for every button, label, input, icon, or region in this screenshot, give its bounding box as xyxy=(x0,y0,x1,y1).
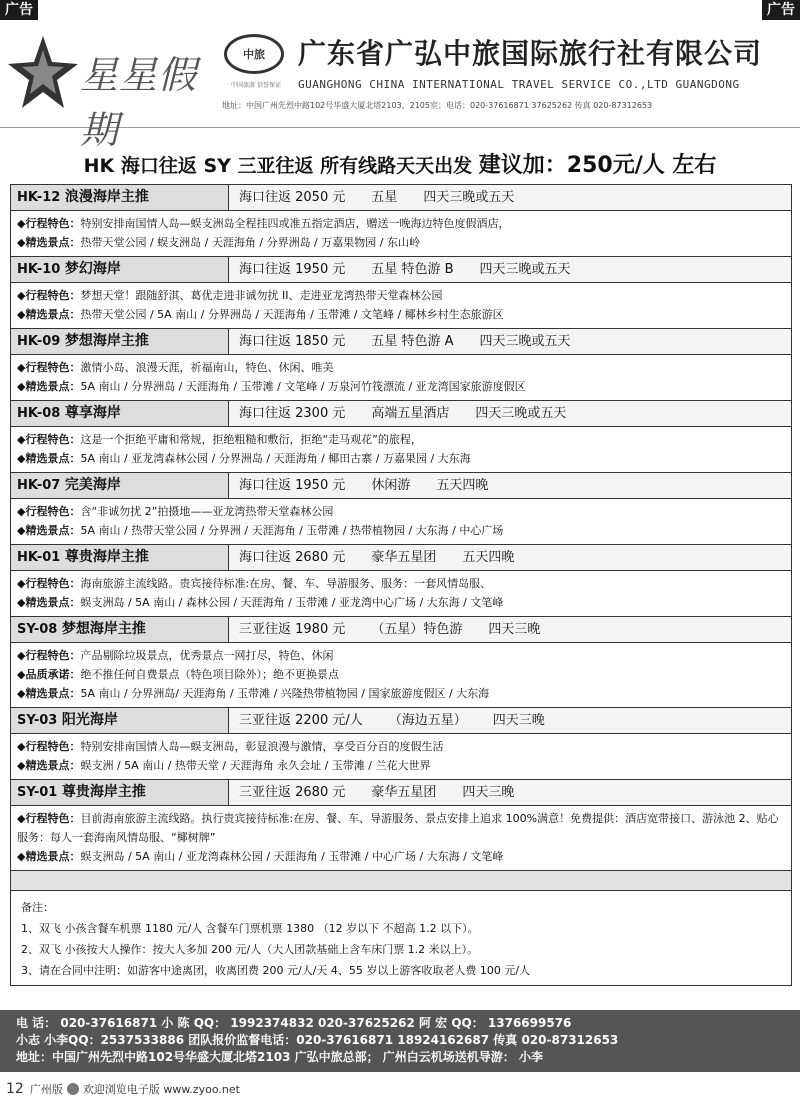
route-details xyxy=(229,708,791,733)
route-header[interactable] xyxy=(11,257,791,283)
brand-name: 星星假期 xyxy=(80,53,198,152)
line-text: 绝不推任何自费景点（特色项目除外）；绝不更换景点 xyxy=(80,668,339,681)
route-body xyxy=(11,571,791,617)
route-name: 梦想海岸主推 xyxy=(61,621,146,637)
route-header[interactable] xyxy=(11,329,791,355)
route-body xyxy=(11,806,791,871)
notes-title: 备注： xyxy=(21,901,54,914)
route-duration: 四天三晚 xyxy=(462,785,515,800)
line-label: ◆精选景点： xyxy=(17,524,81,537)
route-details xyxy=(229,329,791,354)
headline xyxy=(0,148,800,179)
line-text: 蜈支洲岛 / 5A 南山 / 亚龙湾森林公园 / 天涯海角 / 玉带滩 / 中心广场 / 大东海 / 文笔峰 xyxy=(80,850,504,863)
route-title xyxy=(11,257,229,282)
route-title xyxy=(11,545,229,570)
route-duration: 五天四晚 xyxy=(436,478,489,493)
headline-main: HK 海口往返 SY 三亚往返 所有线路天天出发 xyxy=(83,155,479,177)
route-name: 梦幻海岸 xyxy=(64,261,121,277)
edition-label: 广州版 xyxy=(29,1083,63,1096)
line-label: ◆行程特色： xyxy=(17,649,81,662)
route-duration: 四天三晚或五天 xyxy=(423,190,515,205)
line-text: 蜈支洲 / 5A 南山 / 热带天堂 / 天涯海角 永久会址 / 玉带滩 / 兰花大世界 xyxy=(80,759,431,772)
route-price: 三亚往返 2200 元/人 xyxy=(239,713,363,728)
line-text: 激情小岛、浪漫天涯，祈福南山，特色、休闲、唯美 xyxy=(80,361,334,374)
route-grade: 五星 特色游 A xyxy=(371,334,454,349)
route-grade: （海边五星） xyxy=(388,713,467,728)
line-text: 含“非诚勿扰 2”拍摄地——亚龙湾热带天堂森林公园 xyxy=(80,505,334,518)
contact-line: 地址：中国广州先烈中路102号华盛大厦北塔2103 广弘中旅总部； 广州白云机场送机导游： 小李 xyxy=(16,1050,543,1064)
page-header xyxy=(0,20,800,152)
route-grade: 五星 xyxy=(371,190,398,205)
route-line xyxy=(17,286,785,305)
note-item: 3、请在合同中注明：如游客中途离团，收离团费 200 元/人/天 4、55 岁以上游客收取老人费 100 元/人 xyxy=(21,964,531,977)
route-duration: 四天三晚或五天 xyxy=(479,262,571,277)
route-details xyxy=(229,473,791,498)
route-body xyxy=(11,427,791,473)
route-body xyxy=(11,734,791,780)
route-details xyxy=(229,401,791,426)
route-line xyxy=(17,684,785,703)
route-line xyxy=(17,593,785,612)
route-body xyxy=(11,283,791,329)
route-price: 海口往返 1850 元 xyxy=(239,334,346,349)
route-details xyxy=(229,257,791,282)
line-text: 这是一个拒绝平庸和常规，拒绝粗糙和敷衍，拒绝“走马观花”的旅程， xyxy=(80,433,422,446)
route-duration: 四天三晚或五天 xyxy=(479,334,571,349)
route-header[interactable] xyxy=(11,185,791,211)
route-name: 尊享海岸 xyxy=(64,405,121,421)
route-details xyxy=(229,617,791,642)
route-title xyxy=(11,708,229,733)
route-title xyxy=(11,329,229,354)
route-table xyxy=(10,184,792,986)
route-line xyxy=(17,502,785,521)
route-header[interactable] xyxy=(11,545,791,571)
company-name-cn: 广东省广弘中旅国际旅行社有限公司 xyxy=(298,37,763,70)
line-label: ◆精选景点： xyxy=(17,596,81,609)
route-body xyxy=(11,355,791,401)
route-header[interactable] xyxy=(11,780,791,806)
contact-line: 小志 小李QQ：2537533886 团队报价监督电话：020-37616871 18924162687 传真 020-87312653 xyxy=(16,1033,619,1047)
line-label: ◆精选景点： xyxy=(17,308,81,321)
note-item: 1、双飞 小孩含餐车机票 1180 元/人 含餐车门票机票 1380 （12 岁以下 不超高 1.2 以下）。 xyxy=(21,922,479,935)
route-name: 梦想海岸主推 xyxy=(64,333,149,349)
page-number: 12 xyxy=(6,1081,24,1097)
route-price: 海口往返 2680 元 xyxy=(239,550,346,565)
route-grade: 豪华五星团 xyxy=(371,550,437,565)
route-title xyxy=(11,780,229,805)
company-logo-icon: 中旅 xyxy=(224,34,284,74)
line-text: 5A 南山 / 分界洲岛/ 天涯海角 / 玉带滩 / 兴隆热带植物园 / 国家旅游度假区 / 大东海 xyxy=(80,687,490,700)
route-name: 尊贵海岸主推 xyxy=(61,784,146,800)
line-text: 蜈支洲岛 / 5A 南山 / 森林公园 / 天涯海角 / 玉带滩 / 亚龙湾中心广场 / 大东海 / 文笔峰 xyxy=(80,596,504,609)
route-line xyxy=(17,847,785,866)
route-line xyxy=(17,809,785,847)
route-grade: 五星 特色游 B xyxy=(371,262,454,277)
route-duration: 四天三晚 xyxy=(488,622,541,637)
line-label: ◆精选景点： xyxy=(17,380,81,393)
line-label: ◆精选景点： xyxy=(17,452,81,465)
route-line xyxy=(17,430,785,449)
line-text: 5A 南山 / 分界洲岛 / 天涯海角 / 玉带滩 / 文笔峰 / 万泉河竹筏漂流 / 亚龙湾国家旅游度假区 xyxy=(80,380,526,393)
line-text: 热带天堂公园 / 蜈支洲岛 / 天涯海角 / 分界洲岛 / 万嘉果物园 / 东山岭 xyxy=(80,236,420,249)
contact-bar xyxy=(0,1010,800,1072)
route-details xyxy=(229,185,791,210)
star-icon xyxy=(8,32,78,112)
route-duration: 五天四晚 xyxy=(462,550,515,565)
route-line xyxy=(17,214,785,233)
route-code: HK-09 xyxy=(17,334,61,349)
site-logo-icon xyxy=(67,1083,79,1095)
route-body xyxy=(11,499,791,545)
line-label: ◆行程特色： xyxy=(17,361,81,374)
route-code: SY-01 xyxy=(17,785,58,800)
line-label: ◆精选景点： xyxy=(17,759,81,772)
route-line xyxy=(17,233,785,252)
line-text: 5A 南山 / 亚龙湾森林公园 / 分界洲岛 / 天涯海角 / 椰田古寨 / 万嘉果园 / 大东海 xyxy=(80,452,471,465)
route-code: HK-12 xyxy=(17,190,61,205)
route-price: 海口往返 2050 元 xyxy=(239,190,346,205)
line-text: 目前海南旅游主流线路。执行贵宾接待标准:在房、餐、车、导游服务、景点安排上追求 100%满意！免费提供：酒店宽带接口、游泳池 2、贴心服务：每人一套海南风情岛服、“椰树牌” xyxy=(17,812,779,844)
route-code: HK-01 xyxy=(17,550,61,565)
route-header[interactable] xyxy=(11,708,791,734)
route-price: 海口往返 1950 元 xyxy=(239,262,346,277)
page-footer xyxy=(0,1078,800,1100)
route-grade: （五星）特色游 xyxy=(371,622,463,637)
route-details xyxy=(229,545,791,570)
route-grade: 豪华五星团 xyxy=(371,785,437,800)
route-body xyxy=(11,211,791,257)
brand-logo xyxy=(8,32,208,152)
line-label: ◆精选景点： xyxy=(17,687,81,700)
route-price: 海口往返 1950 元 xyxy=(239,478,346,493)
line-label: ◆行程特色： xyxy=(17,812,81,825)
route-line xyxy=(17,574,785,593)
line-label: ◆行程特色： xyxy=(17,289,81,302)
company-name-en: GUANGHONG CHINA INTERNATIONAL TRAVEL SERVICE CO.,LTD GUANGDONG xyxy=(298,78,740,91)
divider-band xyxy=(11,871,791,891)
line-label: ◆行程特色： xyxy=(17,433,81,446)
line-label: ◆行程特色： xyxy=(17,505,81,518)
note-item: 2、双飞 小孩按大人操作：按大人多加 200 元/人（大人团款基础上含车床门票 1.2 米以上）。 xyxy=(21,943,479,956)
line-label: ◆品质承诺： xyxy=(17,668,81,681)
site-link[interactable]: 欢迎浏览电子版 www.zyoo.net xyxy=(82,1083,240,1096)
line-text: 特别安排南国情人岛—蜈支洲岛全程挂四或准五指定酒店，赠送一晚海边特色度假酒店， xyxy=(80,217,510,230)
route-grade: 高端五星酒店 xyxy=(371,406,450,421)
contact-line: 电 话： 020-37616871 小 陈 QQ： 1992374832 020-37625262 阿 宏 QQ： 1376699576 xyxy=(16,1016,572,1030)
route-code: SY-08 xyxy=(17,622,58,637)
route-name: 浪漫海岸主推 xyxy=(64,189,149,205)
route-line xyxy=(17,377,785,396)
route-code: HK-08 xyxy=(17,406,61,421)
line-text: 5A 南山 / 热带天堂公园 / 分界洲 / 天涯海角 / 玉带滩 / 热带植物园 / 大东海 / 中心广场 xyxy=(80,524,504,537)
route-line xyxy=(17,358,785,377)
route-duration: 四天三晚或五天 xyxy=(475,406,567,421)
route-price: 三亚往返 2680 元 xyxy=(239,785,346,800)
logo-slogan: 中国旅游 信誉保证 xyxy=(231,82,281,89)
route-price: 三亚往返 1980 元 xyxy=(239,622,346,637)
route-grade: 休闲游 xyxy=(371,478,411,493)
route-header[interactable] xyxy=(11,473,791,499)
line-text: 梦想天堂！跟随舒淇、葛优走进非诚勿扰 II、走进亚龙湾热带天堂森林公园 xyxy=(80,289,443,302)
route-name: 完美海岸 xyxy=(64,477,121,493)
ad-label-left: 广告 xyxy=(0,0,38,20)
route-code: SY-03 xyxy=(17,713,58,728)
route-code: HK-07 xyxy=(17,478,61,493)
line-label: ◆精选景点： xyxy=(17,850,81,863)
notes-section xyxy=(11,891,791,985)
route-header[interactable] xyxy=(11,617,791,643)
route-duration: 四天三晚 xyxy=(492,713,545,728)
route-name: 阳光海岸 xyxy=(61,712,118,728)
route-line xyxy=(17,665,785,684)
route-line xyxy=(17,737,785,756)
route-line xyxy=(17,646,785,665)
line-label: ◆行程特色： xyxy=(17,740,81,753)
route-code: HK-10 xyxy=(17,262,61,277)
route-body xyxy=(11,643,791,708)
route-line xyxy=(17,449,785,468)
line-text: 热带天堂公园 / 5A 南山 / 分界洲岛 / 天涯海角 / 玉带滩 / 文笔峰 / 椰林乡村生态旅游区 xyxy=(80,308,504,321)
route-line xyxy=(17,521,785,540)
line-text: 产品剔除垃圾景点，优秀景点一网打尽，特色、休闲 xyxy=(80,649,334,662)
route-line xyxy=(17,756,785,775)
company-address: 地址：中国广州先烈中路102号华盛大厦北塔2103、2105室；电话：020-37616871 37625262 传真 020-87312653 xyxy=(222,101,653,110)
ad-label-right: 广告 xyxy=(762,0,800,20)
line-label: ◆精选景点： xyxy=(17,236,81,249)
line-text: 特别安排南国情人岛—蜈支洲岛，彰显浪漫与激情，享受百分百的度假生活 xyxy=(80,740,444,753)
headline-price: 建议加：250元/人 左右 xyxy=(478,153,717,178)
route-price: 海口往返 2300 元 xyxy=(239,406,346,421)
route-title xyxy=(11,473,229,498)
route-header[interactable] xyxy=(11,401,791,427)
line-label: ◆行程特色： xyxy=(17,577,81,590)
line-label: ◆行程特色： xyxy=(17,217,81,230)
route-details xyxy=(229,780,791,805)
route-line xyxy=(17,305,785,324)
route-name: 尊贵海岸主推 xyxy=(64,549,149,565)
line-text: 海南旅游主流线路。贵宾接待标准:在房、餐、车、导游服务、服务：一套风情岛服、 xyxy=(80,577,492,590)
route-title xyxy=(11,185,229,210)
route-title xyxy=(11,401,229,426)
route-title xyxy=(11,617,229,642)
